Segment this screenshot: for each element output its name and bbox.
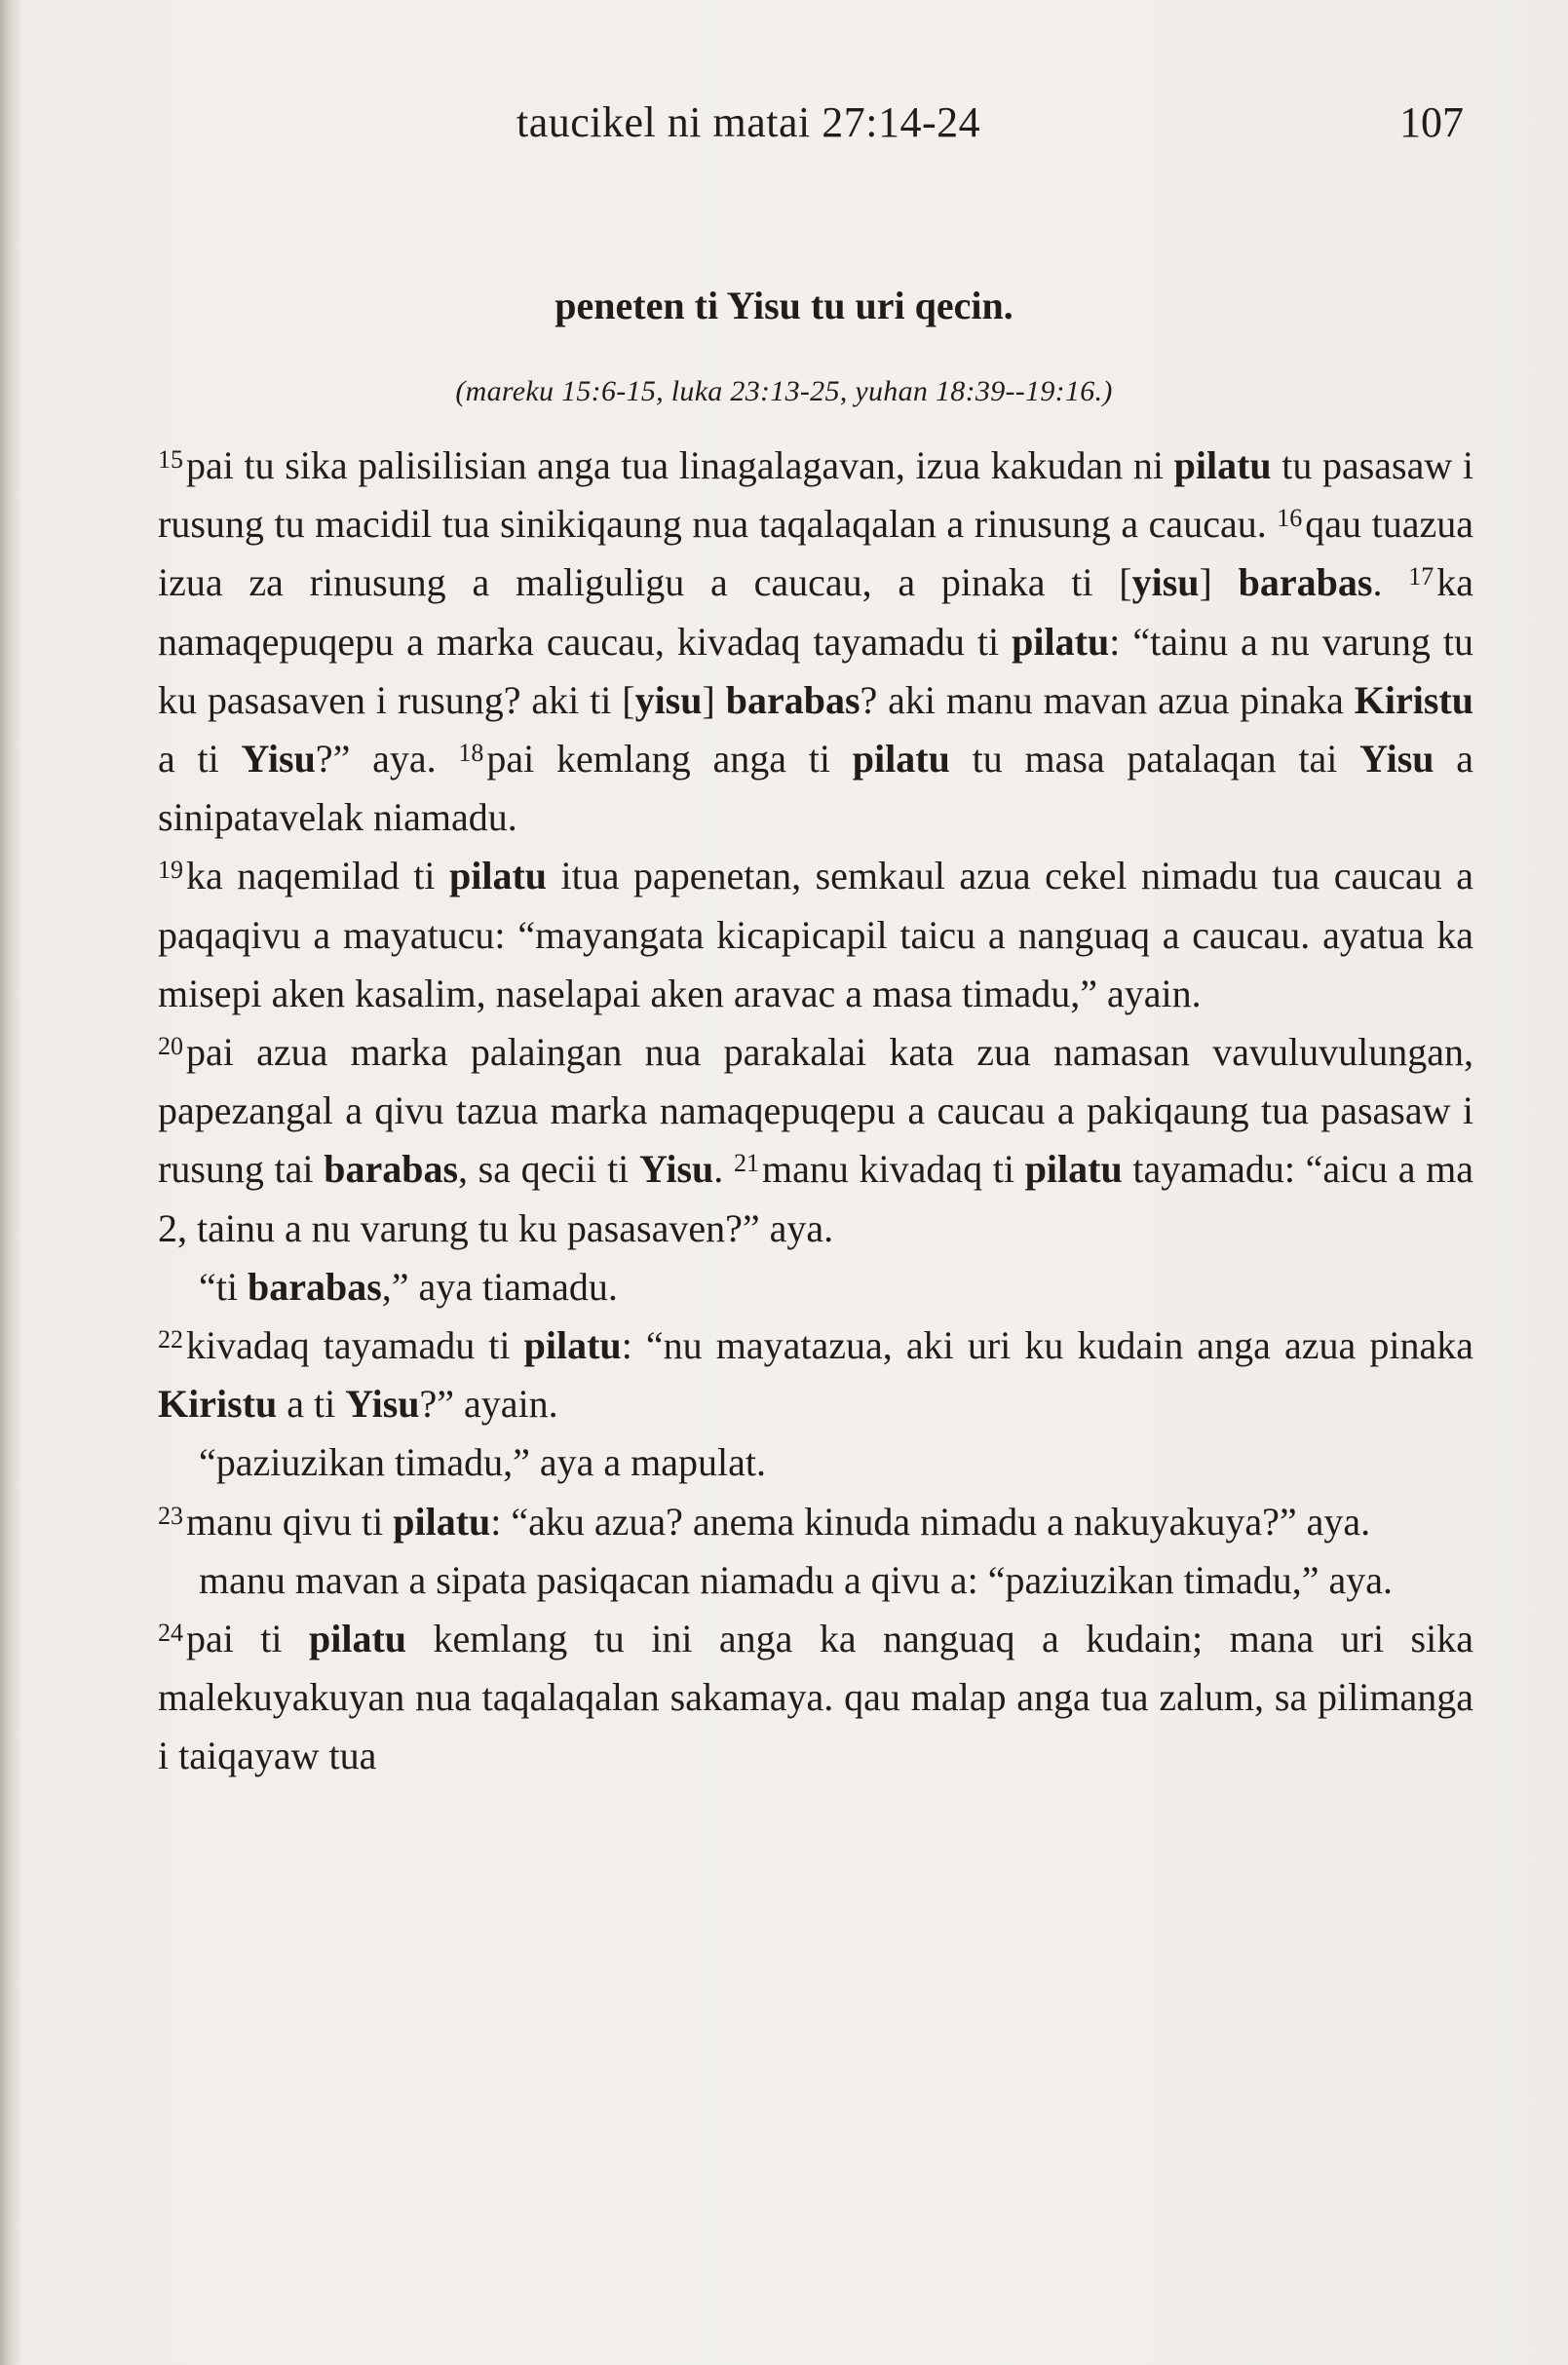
- name: pilatu: [308, 1617, 407, 1661]
- text: ka naqemilad ti: [186, 854, 450, 898]
- text: : “tainu a nu varung tu ku pasasaven i rusung? aki ti [: [158, 619, 1473, 722]
- text: ?” aya.: [315, 737, 459, 782]
- name: barabas: [725, 677, 860, 722]
- verse-number: 18: [458, 739, 484, 768]
- name: pilatu: [1024, 1147, 1123, 1192]
- name: yisu: [1131, 560, 1200, 605]
- text: ]: [1199, 560, 1239, 605]
- name: Yisu: [241, 737, 316, 782]
- text: tu masa patalaqan tai: [949, 737, 1360, 782]
- running-title: taucikel ni matai 27:14-24: [516, 98, 981, 146]
- text: .: [1372, 560, 1409, 605]
- text: .: [713, 1147, 734, 1192]
- text: tu pasasaw i rusung tu macidil tua sinikiqaung nua taqalaqalan a rinusung a caucau.: [158, 443, 1473, 547]
- verse-number: 23: [158, 1501, 183, 1530]
- text: a ti: [277, 1382, 346, 1427]
- verse-number: 20: [158, 1032, 183, 1061]
- name: pilatu: [1012, 619, 1110, 664]
- parallel-references: (mareku 15:6-15, luka 23:13-25, yuhan 18:39--19:16.): [455, 375, 1113, 407]
- text: pai azua marka palaingan nua parakalai kata zua namasan vavuluvulungan, papezangal a qivu tazua marka namaqepuqepu a caucau a pakiqaung tua pasasaw i rusung tai: [158, 1030, 1473, 1192]
- text: manu mavan a sipata pasiqacan niamadu a qivu a: “paziuzikan timadu,” aya.: [199, 1557, 1394, 1602]
- name: Yisu: [638, 1147, 714, 1192]
- verse-number: 24: [158, 1619, 183, 1648]
- verse-number: 16: [1277, 504, 1303, 533]
- paragraph: [158, 1258, 1473, 1316]
- text: kivadaq tayamadu ti: [186, 1323, 524, 1368]
- name: barabas: [324, 1147, 459, 1192]
- text: “paziuzikan timadu,” aya a mapulat.: [199, 1440, 766, 1485]
- name: pilatu: [1173, 443, 1272, 487]
- text: manu qivu ti: [186, 1499, 394, 1544]
- text: qau tuazua izua za rinusung a maliguligu a caucau, a pinaka ti [: [158, 502, 1473, 605]
- text: “ti: [199, 1264, 248, 1309]
- text: itua papenetan, semkaul azua cekel nimadu tua caucau a paqaqivu a mayatucu: “mayangata kicapicapil taicu a nanguaq a caucau. ayatua ka misepi aken kasalim, naselapai aken aravac a masa timadu,” ayain.: [158, 854, 1473, 1015]
- verse-number: 21: [733, 1149, 759, 1178]
- text: ,” aya tiamadu.: [381, 1264, 618, 1309]
- text: ]: [702, 677, 726, 722]
- paragraph: [158, 1316, 1473, 1433]
- text: : “nu mayatazua, aki uri ku kudain anga azua pinaka: [621, 1323, 1473, 1368]
- text: tayamadu: “aicu a ma 2, tainu a nu varung tu ku pasasaven?” aya.: [158, 1147, 1473, 1250]
- verse-number: 17: [1408, 562, 1434, 591]
- name: Kiristu: [158, 1382, 278, 1427]
- text: pai kemlang anga ti: [486, 737, 853, 782]
- name: pilatu: [393, 1499, 491, 1544]
- text: pai ti: [186, 1617, 309, 1661]
- text: a sinipatavelak niamadu.: [158, 737, 1474, 840]
- paragraph: [158, 1493, 1473, 1551]
- text: , sa qecii ti: [458, 1147, 639, 1192]
- page-number: 107: [1399, 98, 1464, 146]
- paragraph: [158, 437, 1473, 847]
- text: a ti: [158, 737, 242, 782]
- name: yisu: [634, 677, 703, 722]
- scripture-text: [158, 437, 1473, 1786]
- paragraph: [158, 1023, 1473, 1258]
- name: pilatu: [449, 854, 548, 898]
- text: pai tu sika palisilisian anga tua linagalagavan, izua kakudan ni: [186, 443, 1174, 487]
- name: barabas: [1238, 560, 1373, 605]
- name: Yisu: [1359, 737, 1434, 782]
- page-header: [0, 97, 1568, 156]
- name: pilatu: [852, 737, 950, 782]
- verse-number: 22: [158, 1325, 183, 1354]
- text: kemlang tu ini anga ka nanguaq a kudain; mana uri sika malekuyakuyan nua taqalaqalan sakamaya. qau malap anga tua zalum, sa pilimanga i taiqayaw tua: [158, 1617, 1473, 1778]
- text: ? aki manu mavan azua pinaka: [860, 677, 1355, 722]
- paragraph: [158, 847, 1473, 1023]
- paragraph: [158, 1610, 1473, 1786]
- verse-number: 15: [158, 445, 183, 474]
- name: Kiristu: [1354, 677, 1473, 722]
- verse-number: 19: [158, 856, 183, 885]
- text: ?” ayain.: [419, 1382, 558, 1427]
- name: Yisu: [345, 1382, 420, 1427]
- paragraph: [158, 1551, 1473, 1610]
- text: ka namaqepuqepu a marka caucau, kivadaq tayamadu ti: [158, 560, 1473, 664]
- text: manu kivadaq ti: [761, 1147, 1025, 1192]
- text: : “aku azua? anema kinuda nimadu a nakuyakuya?” aya.: [490, 1499, 1371, 1544]
- section-heading: peneten ti Yisu tu uri qecin.: [555, 284, 1013, 327]
- name: barabas: [247, 1264, 382, 1309]
- paragraph: [158, 1433, 1473, 1492]
- name: pilatu: [523, 1323, 622, 1368]
